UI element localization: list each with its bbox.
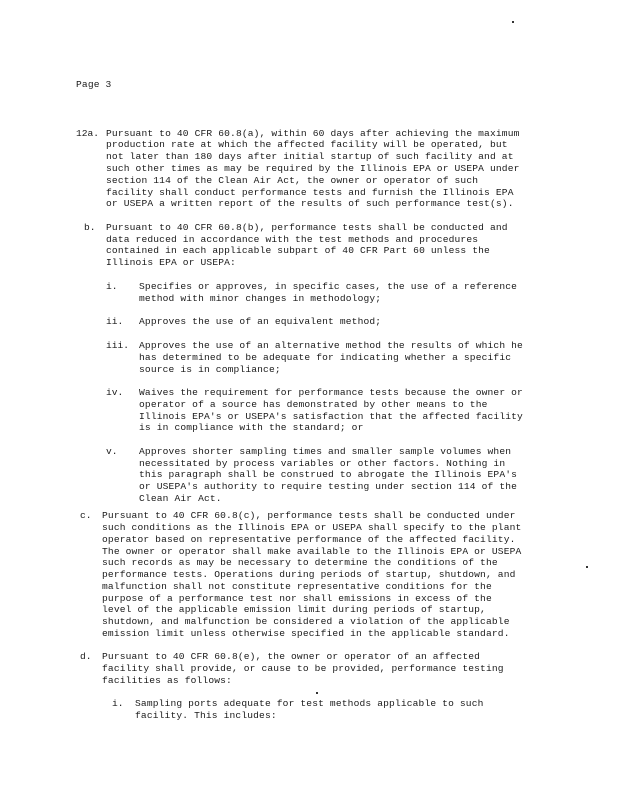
text-line: is in compliance with the standard; or — [139, 422, 364, 433]
text-line: facility shall conduct performance tests and furnish the Illinois EPA — [106, 187, 514, 198]
text-line: or USEPA a written report of the results of such performance test(s). — [106, 198, 514, 209]
text-line: Pursuant to 40 CFR 60.8(a), within 60 days after achieving the maximum — [106, 128, 520, 139]
text-line: facility. This includes: — [135, 710, 277, 721]
text-line: Approves the use of an equivalent method; — [139, 316, 382, 327]
text-line: data reduced in accordance with the test methods and procedures — [106, 234, 479, 245]
text-line: operator of a source has demonstrated by other means to the — [139, 399, 488, 410]
text-line: shutdown, and malfunction be considered a violation of the applicable — [102, 616, 510, 627]
text-line: Waives the requirement for performance tests because the owner or — [139, 387, 523, 398]
text-line: Illinois EPA's or USEPA's satisfaction that the affected facility — [139, 411, 523, 422]
section-label: b. — [84, 222, 96, 233]
item-label: iii. — [106, 340, 130, 351]
text-line: purpose of a performance test nor shall emissions in excess of the — [102, 593, 492, 604]
text-line: has determined to be adequate for indicating whether a specific — [139, 352, 512, 363]
text-line: facility shall provide, or cause to be provided, performance testing — [102, 663, 504, 674]
text-line: Clean Air Act. — [139, 493, 222, 504]
text-line: such conditions as the Illinois EPA or USEPA shall specify to the plant — [102, 522, 522, 533]
item-label: ii. — [106, 316, 124, 327]
text-line: this paragraph shall be construed to abrogate the Illinois EPA's — [139, 469, 518, 480]
text-line: source is in compliance; — [139, 364, 281, 375]
text-line: emission limit unless otherwise specified in the applicable standard. — [102, 628, 510, 639]
text-line: performance tests. Operations during periods of startup, shutdown, and — [102, 569, 516, 580]
text-line: Pursuant to 40 CFR 60.8(c), performance tests shall be conducted under — [102, 510, 516, 521]
text-line: production rate at which the affected facility will be operated, but — [106, 139, 508, 150]
text-line: Specifies or approves, in specific cases, the use of a reference — [139, 281, 518, 292]
text-line: such other times as may be required by the Illinois EPA or USEPA under — [106, 163, 520, 174]
item-label: iv. — [106, 387, 124, 398]
text-line: Pursuant to 40 CFR 60.8(b), performance tests shall be conducted and — [106, 222, 508, 233]
text-line: section 114 of the Clean Air Act, the owner or operator of such — [106, 175, 479, 186]
text-line: level of the applicable emission limit during periods of startup, — [102, 604, 486, 615]
text-line: or USEPA's authority to require testing under section 114 of the — [139, 481, 518, 492]
text-line: The owner or operator shall make available to the Illinois EPA or USEPA — [102, 546, 522, 557]
text-line: necessitated by process variables or other factors. Nothing in — [139, 458, 506, 469]
text-line: Pursuant to 40 CFR 60.8(e), the owner or operator of an affected — [102, 651, 481, 662]
scan-speck — [586, 566, 588, 568]
item-label: v. — [106, 446, 118, 457]
text-line: method with minor changes in methodology; — [139, 293, 382, 304]
section-label: 12a. — [76, 128, 100, 139]
page-header: Page 3 — [76, 79, 112, 90]
text-line: contained in each applicable subpart of 40 CFR Part 60 unless the — [106, 245, 490, 256]
item-label: i. — [112, 698, 124, 709]
section-label: d. — [80, 651, 92, 662]
text-line: Sampling ports adequate for test methods applicable to such — [135, 698, 484, 709]
scan-speck — [512, 21, 514, 23]
text-line: facilities as follows: — [102, 675, 232, 686]
text-line: not later than 180 days after initial startup of such facility and at — [106, 151, 514, 162]
text-line: operator based on representative performance of the affected facility. — [102, 534, 516, 545]
text-line: Approves shorter sampling times and smaller sample volumes when — [139, 446, 512, 457]
text-line: Approves the use of an alternative method the results of which he — [139, 340, 523, 351]
section-label: c. — [80, 510, 92, 521]
text-line: Illinois EPA or USEPA: — [106, 257, 236, 268]
text-line: such records as may be necessary to determine the conditions of the — [102, 557, 498, 568]
item-label: i. — [106, 281, 118, 292]
scan-speck — [316, 692, 318, 694]
text-line: malfunction shall not constitute representative conditions for the — [102, 581, 492, 592]
